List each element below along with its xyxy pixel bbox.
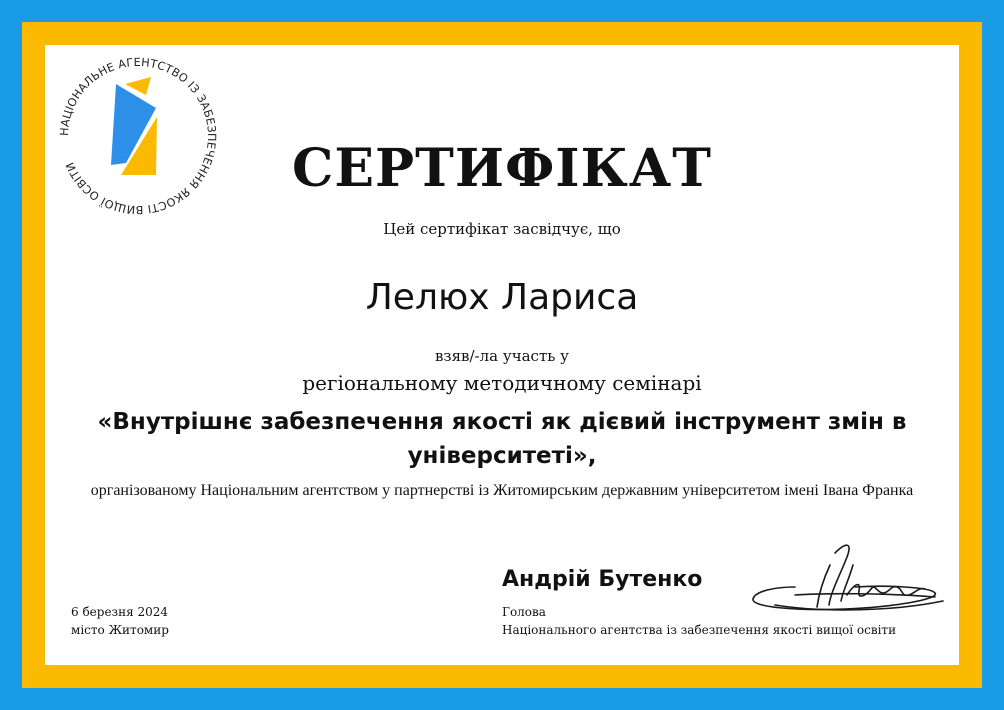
issue-city: місто Житомир	[71, 623, 169, 637]
signer-title: Голова	[502, 605, 546, 619]
date-location	[71, 603, 169, 639]
certificate-title: СЕРТИФІКАТ	[292, 138, 712, 199]
recipient-name: Лелюх Лариса	[365, 277, 639, 318]
signer-organization: Національного агентства із забезпечення якості вищої освіти	[502, 623, 897, 637]
agency-logo	[53, 51, 223, 221]
certificate-sheet	[45, 45, 959, 665]
handwritten-signature	[735, 535, 950, 615]
logo-ring-text: НАЦІОНАЛЬНЕ АГЕНТСТВО ІЗ ЗАБЕЗПЕЧЕННЯ ЯКОСТІ ВИЩОЇ ОСВІТИ	[57, 55, 219, 217]
participation-text: взяв/-ла участь у	[434, 347, 570, 365]
certificate-subtitle: Цей сертифікат засвідчує, що	[383, 220, 621, 238]
issue-date: 6 березня 2024	[71, 605, 169, 619]
organizer-text: організованому Національним агентством у партнерстві із Житомирським державним університетом імені Івана Франка	[90, 482, 914, 499]
signer-name: Андрій Бутенко	[502, 567, 703, 592]
event-name: «Внутрішнє забезпечення якості як дієвий інструмент змін в університеті»,	[97, 409, 907, 469]
event-type: регіональному методичному семінарі	[302, 371, 702, 395]
